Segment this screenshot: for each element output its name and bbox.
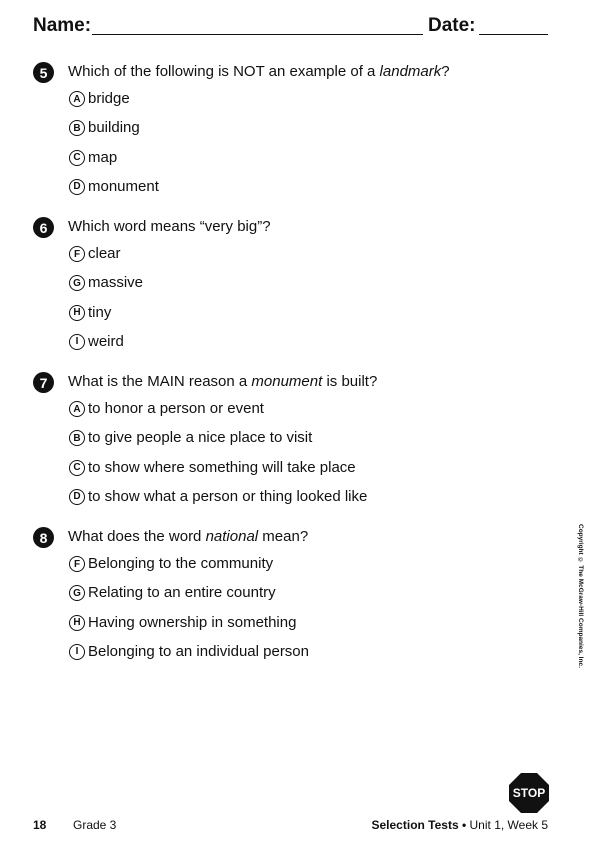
date-label: Date:	[428, 15, 476, 36]
answer-option-f[interactable]	[69, 244, 143, 273]
answer-text: Having ownership in something	[88, 613, 297, 631]
name-field[interactable]	[92, 34, 423, 35]
answer-text: weird	[88, 332, 124, 350]
name-label: Name:	[33, 15, 92, 36]
question-text: What does the word national mean?	[68, 528, 309, 545]
answer-options	[69, 89, 159, 206]
answer-bubble[interactable]: F	[69, 556, 85, 572]
answer-bubble[interactable]: F	[69, 246, 85, 262]
answer-option-h[interactable]	[69, 613, 309, 642]
answer-option-a[interactable]	[69, 89, 159, 118]
date-field[interactable]	[479, 34, 548, 35]
answer-bubble[interactable]: D	[69, 489, 85, 505]
answer-text: to give people a nice place to visit	[88, 429, 313, 447]
stop-sign-icon	[509, 773, 549, 813]
answer-text: to honor a person or event	[88, 400, 264, 417]
answer-option-d[interactable]	[69, 487, 367, 516]
answer-option-d[interactable]	[69, 177, 159, 206]
answer-bubble[interactable]: C	[69, 460, 85, 476]
answer-bubble[interactable]: A	[69, 401, 85, 417]
header	[33, 15, 548, 39]
answer-bubble[interactable]: G	[69, 275, 85, 291]
answer-bubble[interactable]: A	[69, 91, 85, 107]
question-number: 7	[33, 372, 54, 393]
answer-text: bridge	[88, 90, 130, 107]
answer-options	[69, 399, 367, 516]
grade-label: Grade 3	[73, 818, 117, 832]
answer-bubble[interactable]: I	[69, 334, 85, 350]
answer-text: building	[88, 119, 140, 137]
answer-text: clear	[88, 245, 121, 262]
answer-option-c[interactable]	[69, 458, 367, 487]
footer-bullet: •	[458, 818, 470, 832]
answer-text: Belonging to an individual person	[88, 642, 309, 660]
answer-bubble[interactable]: B	[69, 430, 85, 446]
question-text: Which word means “very big”?	[68, 218, 271, 235]
question-number: 8	[33, 527, 54, 548]
question-text: Which of the following is NOT an example of a landmark?	[68, 63, 450, 80]
answer-option-b[interactable]	[69, 118, 159, 147]
answer-text: monument	[88, 177, 159, 195]
answer-option-b[interactable]	[69, 428, 367, 457]
answer-bubble[interactable]: D	[69, 179, 85, 195]
answer-bubble[interactable]: C	[69, 150, 85, 166]
question-number: 5	[33, 62, 54, 83]
answer-option-i[interactable]	[69, 332, 143, 361]
answer-bubble[interactable]: H	[69, 615, 85, 631]
answer-text: to show what a person or thing looked like	[88, 487, 368, 505]
answer-bubble[interactable]: B	[69, 120, 85, 136]
question-number: 6	[33, 217, 54, 238]
answer-text: map	[88, 148, 118, 166]
footer-test-info	[372, 818, 549, 832]
answer-text: to show where something will take place	[88, 458, 356, 476]
answer-bubble[interactable]: I	[69, 644, 85, 660]
answer-text: tiny	[88, 303, 112, 321]
answer-text: Belonging to the community	[88, 555, 274, 572]
answer-option-g[interactable]	[69, 273, 143, 302]
answer-option-f[interactable]	[69, 554, 309, 583]
answer-option-g[interactable]	[69, 583, 309, 612]
answer-option-c[interactable]	[69, 148, 159, 177]
answer-text: massive	[88, 274, 144, 292]
answer-bubble[interactable]: H	[69, 305, 85, 321]
answer-option-a[interactable]	[69, 399, 367, 428]
test-name: Selection Tests	[371, 818, 459, 832]
answer-text: Relating to an entire country	[88, 584, 276, 602]
stop-label: STOP	[512, 786, 546, 800]
copyright-notice: Copyright © The McGraw-Hill Companies, Inc.	[577, 524, 584, 668]
unit-week: Unit 1, Week 5	[469, 818, 548, 832]
question-text: What is the MAIN reason a monument is built?	[68, 373, 378, 390]
page-number: 18	[33, 818, 47, 832]
answer-option-i[interactable]	[69, 642, 309, 671]
answer-options	[69, 244, 143, 361]
answer-options	[69, 554, 309, 671]
answer-option-h[interactable]	[69, 303, 143, 332]
answer-bubble[interactable]: G	[69, 585, 85, 601]
